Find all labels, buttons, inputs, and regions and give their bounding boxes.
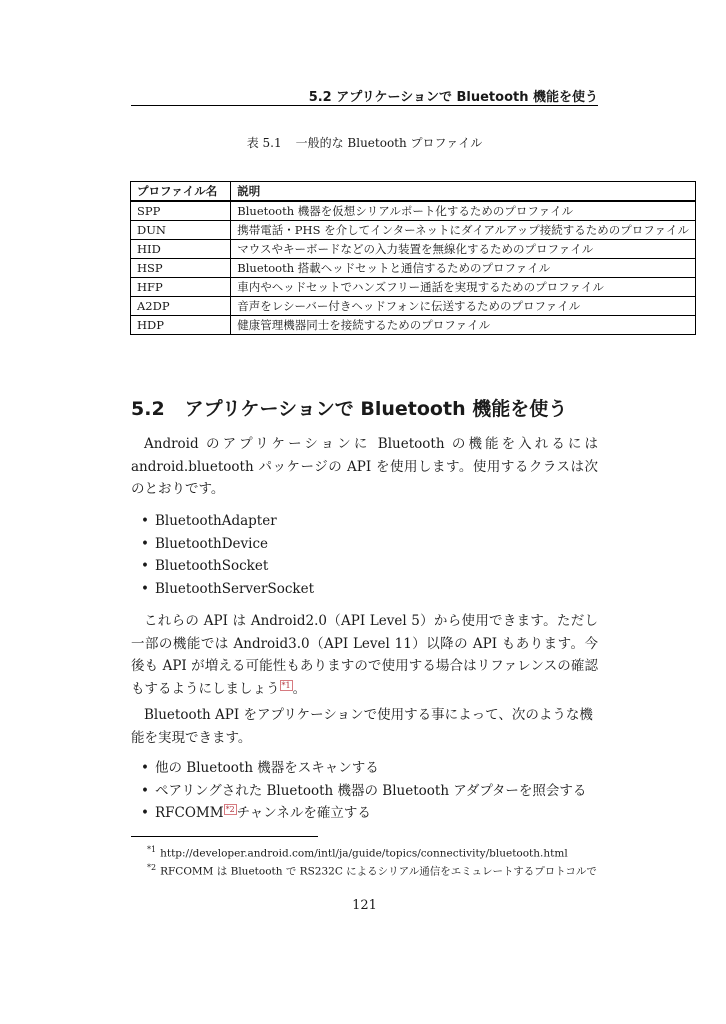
feature-text-end: チャンネルを確立する: [236, 805, 371, 821]
features-intro-paragraph: Bluetooth API をアプリケーションで使用する事によって、次のような機能を実現できます。: [131, 707, 593, 746]
api-level-text-end: 。: [292, 680, 307, 697]
profile-description: マウスやキーボードなどの入力装置を無線化するためのプロファイル: [231, 240, 696, 259]
profile-description: 車内やヘッドセットでハンズフリー通話を実現するためのプロファイル: [231, 278, 696, 297]
footnotes: [131, 841, 598, 877]
list-item: • BluetoothAdapter: [131, 510, 601, 533]
column-header-profile-name: プロファイル名: [131, 182, 231, 202]
header-rule: [131, 105, 598, 106]
profile-description: 携帯電話・PHS を介してインターネットにダイアルアップ接続するためのプロファイル: [231, 221, 696, 240]
table-caption: [131, 134, 598, 151]
footnote-1: [131, 841, 598, 859]
table-header-row: [131, 182, 696, 202]
table-row: [131, 278, 696, 297]
section-number: 5.2: [131, 398, 165, 420]
api-level-paragraph: [131, 610, 598, 700]
list-item: • ペアリングされた Bluetooth 機器の Bluetooth アダプターを照会する: [131, 780, 601, 803]
table-row: [131, 221, 696, 240]
table-caption-title: 一般的な Bluetooth プロファイル: [295, 136, 483, 150]
footnote-mark: *2: [147, 863, 157, 872]
list-item: [131, 802, 601, 825]
feature-list: [131, 757, 601, 825]
profile-name: HDP: [131, 316, 231, 335]
feature-text: RFCOMM: [155, 805, 224, 821]
footnote-2: [131, 859, 598, 877]
profile-description: 音声をレシーバー付きヘッドフォンに伝送するためのプロファイル: [231, 297, 696, 316]
profile-name: A2DP: [131, 297, 231, 316]
footnote-text: RFCOMM は Bluetooth で RS232C によるシリアル通信をエミュレートするプロトコルで: [160, 865, 597, 878]
section-heading: アプリケーションで Bluetooth 機能を使う: [184, 398, 568, 420]
table-row: [131, 240, 696, 259]
footnote-link-2[interactable]: *2: [225, 805, 235, 814]
profile-name: HID: [131, 240, 231, 259]
profile-name: HFP: [131, 278, 231, 297]
profile-name: SPP: [131, 201, 231, 221]
footnote-link-1[interactable]: *1: [281, 680, 291, 690]
section-title: [131, 394, 631, 421]
table-row: [131, 259, 696, 278]
intro-paragraph: Android のアプリケーションに Bluetooth の機能を入れるには android.bluetooth パッケージの API を使用します。使用するクラスは次のとおりです。: [131, 436, 598, 497]
table-caption-number: 表 5.1: [246, 136, 282, 150]
table-row: [131, 316, 696, 335]
profile-description: Bluetooth 搭載ヘッドセットと通信するためのプロファイル: [231, 259, 696, 278]
footnote-text: http://developer.android.com/intl/ja/guide/topics/connectivity/bluetooth.html: [160, 847, 568, 860]
profile-table: [130, 181, 696, 335]
list-item: • 他の Bluetooth 機器をスキャンする: [131, 757, 601, 780]
footnote-rule: [131, 836, 318, 837]
running-header: 5.2 アプリケーションで Bluetooth 機能を使う: [308, 90, 598, 105]
table-row: [131, 201, 696, 221]
list-item: • BluetoothServerSocket: [131, 578, 601, 601]
profile-name: DUN: [131, 221, 231, 240]
api-level-text: これらの API は Android2.0（API Level 5）から使用できます。ただし一部の機能では Android3.0（API Level 11）以降の API もあります。今後も API が増える可能性もありますので使用する場合はリファレンスの確認もするようにしましょう: [131, 613, 598, 697]
list-item: • BluetoothDevice: [131, 533, 601, 556]
profile-description: 健康管理機器同士を接続するためのプロファイル: [231, 316, 696, 335]
footnote-mark: *1: [147, 845, 157, 854]
table-row: [131, 297, 696, 316]
profile-name: HSP: [131, 259, 231, 278]
list-item: • BluetoothSocket: [131, 555, 601, 578]
class-list: [131, 510, 601, 600]
profile-description: Bluetooth 機器を仮想シリアルポート化するためのプロファイル: [231, 201, 696, 221]
page-number: 121: [352, 898, 377, 913]
column-header-description: 説明: [231, 182, 696, 202]
